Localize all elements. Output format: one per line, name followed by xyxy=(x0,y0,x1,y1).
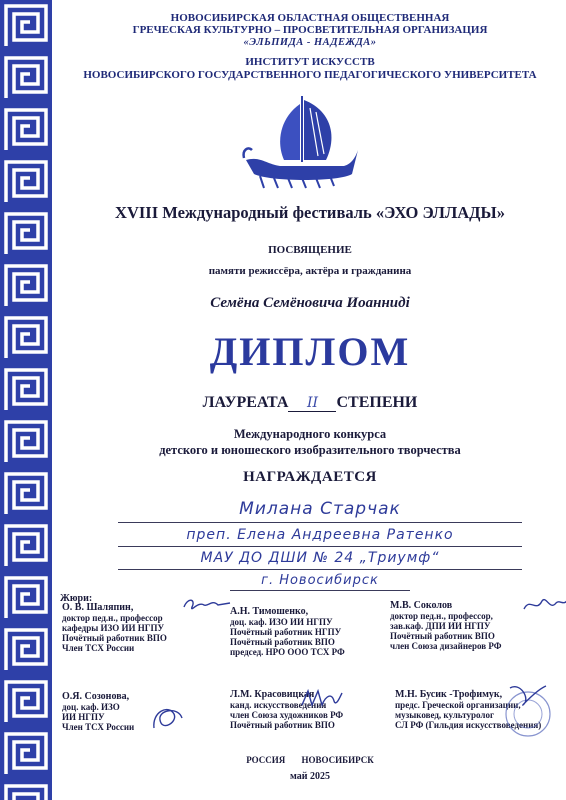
honoree-name: Семёна Семёновича Иоаннидi xyxy=(210,295,410,311)
juror-title-line: зав.каф. ДПИ ИИ НГПУ xyxy=(390,621,491,631)
footer-date: май 2025 xyxy=(289,771,330,782)
footer-place: РОССИЯ НОВОСИБИРСК xyxy=(246,755,374,765)
juror-title-line: кафедры ИЗО ИИ НГПУ xyxy=(62,623,165,633)
juror-title-line: Почётный работник ВПО xyxy=(230,637,335,647)
org-name-line-1: НОВОСИБИРСКАЯ ОБЛАСТНАЯ ОБЩЕСТВЕННАЯ xyxy=(170,12,450,24)
juror-title-line: доктор пед.н., профессор xyxy=(62,613,163,623)
juror-title-line: доц. каф. ИЗО ИИ НГПУ xyxy=(230,617,333,627)
underline xyxy=(118,522,522,523)
recipient-city: г. Новосибирск xyxy=(261,573,379,588)
juror-name: О.Я. Созонова, xyxy=(62,691,130,702)
juror-title-line: канд. искусствоведения xyxy=(230,700,327,710)
org-name-line-3: «ЭЛЬПИДА - НАДЕЖДА» xyxy=(243,37,377,48)
laureate-prefix: ЛАУРЕАТА xyxy=(202,394,289,411)
org-name-line-2: ГРЕЧЕСКАЯ КУЛЬТУРНО – ПРОСВЕТИТЕЛЬНАЯ ОРГАНИЗАЦИЯ xyxy=(132,24,488,36)
juror xyxy=(230,607,345,657)
juror-title-line: член Союза художников РФ xyxy=(230,710,344,720)
juror-title-line: предс. Греческой организации, xyxy=(395,700,521,710)
greek-key-border xyxy=(0,0,52,800)
juror-title-line: доктор пед.н., профессор, xyxy=(390,611,493,621)
juror-name: Л.М. Красовицкая xyxy=(230,689,315,700)
diploma-title: ДИПЛОМ xyxy=(209,329,411,374)
juror-title-line: Почётный работник ВПО xyxy=(230,720,335,730)
juror-name: М.Н. Бусик -Трофимук, xyxy=(395,689,503,700)
juror-title-line: доц. каф. ИЗО xyxy=(62,702,120,712)
juror-title-line: ИИ НГПУ xyxy=(62,712,105,722)
laureate-degree: II xyxy=(288,395,336,412)
juror-title-line: председ. НРО ООО ТСХ РФ xyxy=(230,647,345,657)
seal-stamp xyxy=(500,680,556,740)
underline xyxy=(118,569,522,570)
contest-line-1: Международного конкурса xyxy=(233,427,387,441)
signature-shalyapin xyxy=(182,595,232,615)
juror-name: А.Н. Тимошенко, xyxy=(230,606,309,617)
diploma-content xyxy=(60,0,560,800)
juror xyxy=(62,603,167,653)
juror xyxy=(62,692,134,732)
signature-krasovitskaya xyxy=(300,685,344,711)
juror-title-line: Член ТСХ России xyxy=(62,722,135,732)
recipient-teacher: преп. Елена Андреевна Ратенко xyxy=(186,527,454,543)
jury-label: Жюри: xyxy=(60,593,93,604)
recipient-name: Милана Старчак xyxy=(239,499,401,519)
dedication-heading: ПОСВЯЩЕНИЕ xyxy=(268,244,352,256)
memory-line: памяти режиссёра, актёра и гражданина xyxy=(208,265,412,277)
juror-title-line: Почётный работник НГПУ xyxy=(230,627,342,637)
juror-title-line: Член ТСХ России xyxy=(62,643,135,653)
underline xyxy=(230,590,410,591)
juror xyxy=(390,601,502,651)
juror-title-line: музыковед, культуролог xyxy=(395,710,495,720)
laureate-line xyxy=(60,394,560,412)
juror-name: М.В. Соколов xyxy=(390,600,453,611)
festival-title: XVIII Международный фестиваль «ЭХО ЭЛЛАДЫ» xyxy=(115,203,505,222)
signature-sozonova xyxy=(148,698,188,738)
institute-name-line-1: ИНСТИТУТ ИСКУССТВ xyxy=(245,56,375,68)
ship-emblem-icon xyxy=(240,90,360,190)
underline xyxy=(118,546,522,547)
juror-title-line: член Союза дизайнеров РФ xyxy=(390,641,502,651)
laureate-suffix: СТЕПЕНИ xyxy=(336,394,418,411)
juror-title-line: Почётный работник ВПО xyxy=(62,633,167,643)
awarded-heading: НАГРАЖДАЕТСЯ xyxy=(243,469,377,485)
juror-name: О. В. Шаляпин, xyxy=(62,602,134,613)
contest-line-2: детского и юношеского изобразительного творчества xyxy=(159,443,461,457)
juror-title-line: Почётный работник ВПО xyxy=(390,631,495,641)
juror-title-line: СЛ РФ (Гильдия искусствоведения) xyxy=(395,720,542,730)
recipient-school: МАУ ДО ДШИ № 24 „Триумф“ xyxy=(200,550,440,566)
institute-name-line-2: НОВОСИБИРСКОГО ГОСУДАРСТВЕННОГО ПЕДАГОГИЧЕСКОГО УНИВЕРСИТЕТА xyxy=(83,69,537,81)
signature-sokolov xyxy=(520,593,566,617)
